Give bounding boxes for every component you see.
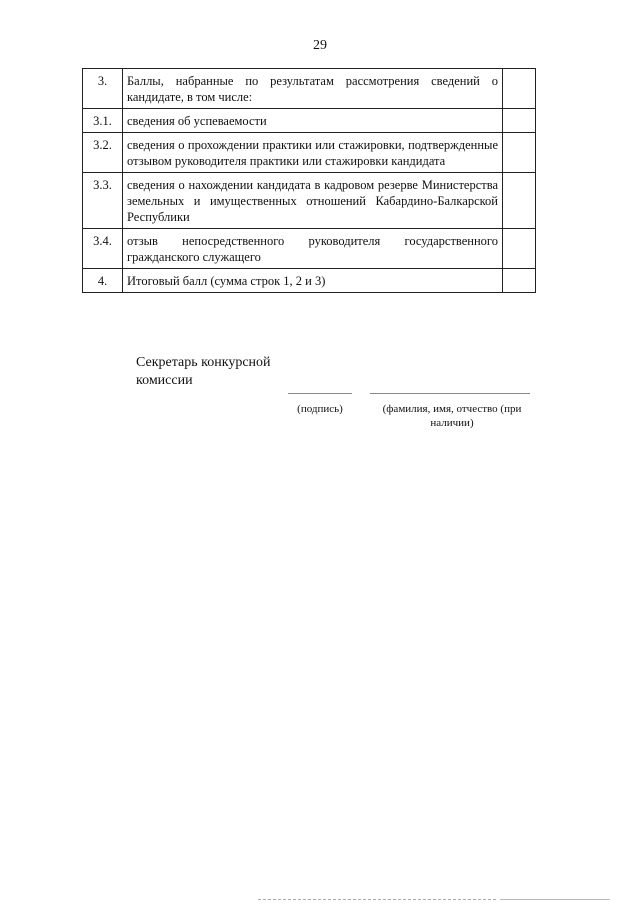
- row-number: 3.2.: [83, 133, 123, 173]
- row-number: 3.: [83, 69, 123, 109]
- table-row: [83, 173, 536, 229]
- row-score-cell: [503, 109, 536, 133]
- row-description: отзыв непосредственного руководителя государственного гражданского служащего: [123, 229, 503, 269]
- full-name-line: [370, 393, 530, 394]
- row-description: сведения об успеваемости: [123, 109, 503, 133]
- secretary-caption-line2: комиссии: [136, 373, 193, 388]
- table-row: [83, 69, 536, 109]
- row-score-cell: [503, 269, 536, 293]
- row-score-cell: [503, 229, 536, 269]
- signature-line: [288, 393, 352, 394]
- row-number: 3.4.: [83, 229, 123, 269]
- row-score-cell: [503, 173, 536, 229]
- signature-label: (подпись): [297, 403, 343, 415]
- secretary-caption: [136, 354, 271, 390]
- secretary-caption-line1: Секретарь конкурсной: [136, 355, 271, 370]
- row-number: 4.: [83, 269, 123, 293]
- table-row: [83, 109, 536, 133]
- table-row: [83, 229, 536, 269]
- scan-artifact-line: [500, 899, 610, 900]
- row-description: сведения о нахождении кандидата в кадровом резерве Министерства земельных и имущественных отношений Кабардино-Балкарской Республики: [123, 173, 503, 229]
- row-number: 3.1.: [83, 109, 123, 133]
- row-number: 3.3.: [83, 173, 123, 229]
- table-row: [83, 133, 536, 173]
- table-row: [83, 269, 536, 293]
- page-number: 29: [313, 38, 327, 53]
- row-score-cell: [503, 69, 536, 109]
- row-description: сведения о прохождении практики или стажировки, подтвержденные отзывом руководителя практики или стажировки кандидата: [123, 133, 503, 173]
- row-description: Итоговый балл (сумма строк 1, 2 и 3): [123, 269, 503, 293]
- scan-artifact-line: [258, 899, 496, 900]
- full-name-label: (фамилия, имя, отчество (при наличии): [382, 403, 522, 429]
- score-table: [82, 68, 536, 293]
- row-description: Баллы, набранные по результатам рассмотрения сведений о кандидате, в том числе:: [123, 69, 503, 109]
- row-score-cell: [503, 133, 536, 173]
